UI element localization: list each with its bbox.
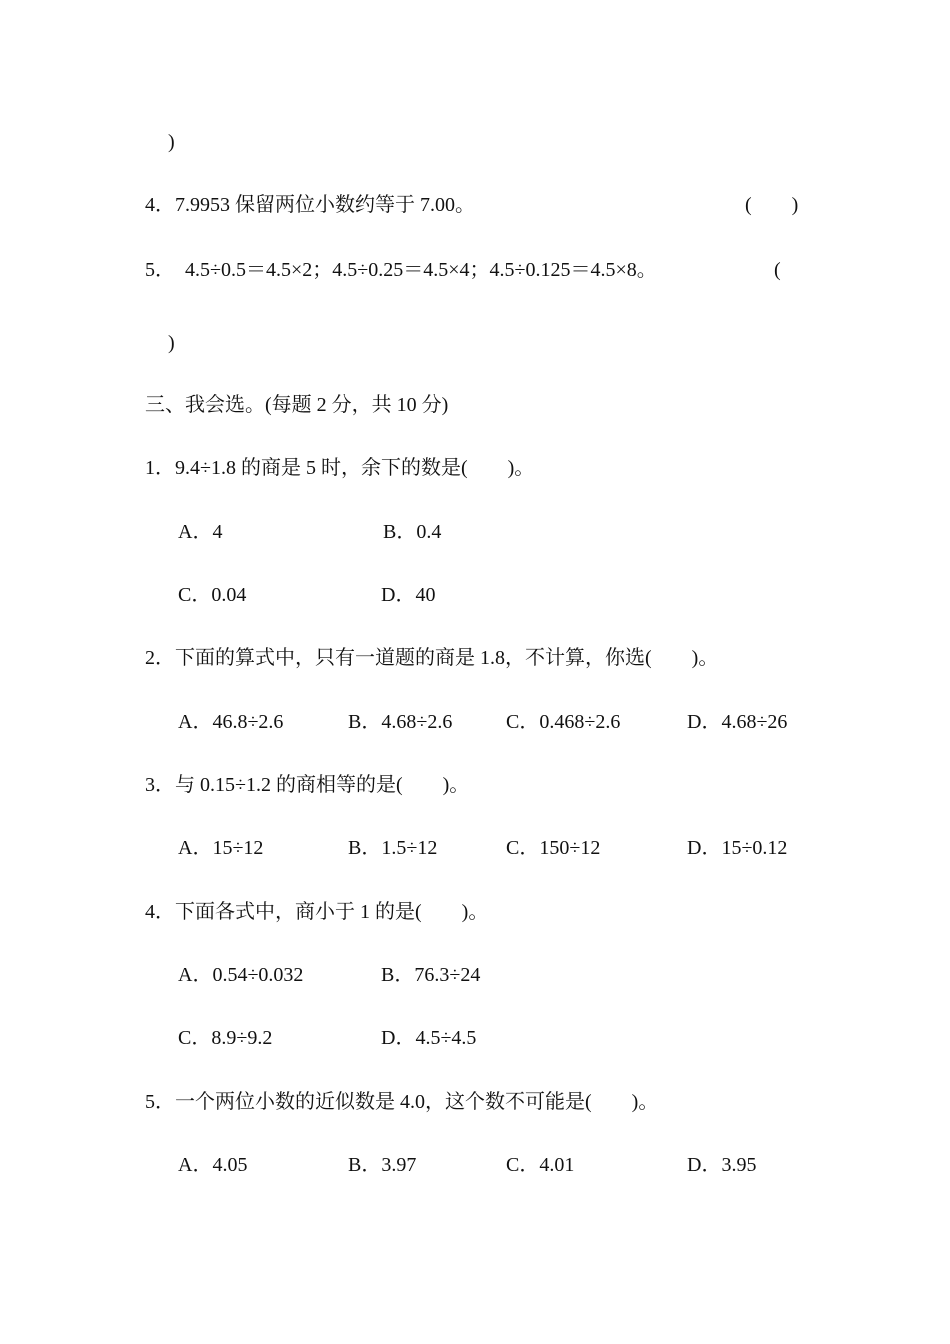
- judge-q4-text: 4．7.9953 保留两位小数约等于 7.00。: [145, 194, 475, 216]
- option-b[interactable]: B．0.4: [383, 521, 442, 543]
- option-b[interactable]: B．4.68÷2.6: [348, 711, 453, 733]
- option-a[interactable]: A．0.54÷0.032: [178, 964, 304, 986]
- option-c[interactable]: C．150÷12: [506, 837, 601, 859]
- option-d[interactable]: D．4.68÷26: [687, 711, 788, 733]
- option-a[interactable]: A．4: [178, 521, 223, 543]
- option-d[interactable]: D．3.95: [687, 1154, 757, 1176]
- option-a[interactable]: A．15÷12: [178, 837, 264, 859]
- judge-q4-answer-paren[interactable]: ( ): [745, 194, 799, 216]
- option-b[interactable]: B．3.97: [348, 1154, 417, 1176]
- option-d[interactable]: D．40: [381, 584, 436, 606]
- option-a[interactable]: A．4.05: [178, 1154, 248, 1176]
- question-stem: 4．下面各式中，商小于 1 的是( )。: [145, 901, 489, 923]
- prev-item-close-paren: ): [168, 131, 175, 153]
- judge-q5-text: 5． 4.5÷0.5＝4.5×2；4.5÷0.25＝4.5×4；4.5÷0.125＝4.5×8。: [145, 259, 657, 281]
- question-stem: 3．与 0.15÷1.2 的商相等的是( )。: [145, 774, 470, 796]
- question-stem: 1．9.4÷1.8 的商是 5 时，余下的数是( )。: [145, 457, 535, 479]
- option-a[interactable]: A．46.8÷2.6: [178, 711, 284, 733]
- option-c[interactable]: C．4.01: [506, 1154, 575, 1176]
- question-stem: 5．一个两位小数的近似数是 4.0，这个数不可能是( )。: [145, 1091, 659, 1113]
- option-d[interactable]: D．4.5÷4.5: [381, 1027, 477, 1049]
- judge-q5-close-paren: ): [168, 332, 175, 354]
- option-c[interactable]: C．0.04: [178, 584, 247, 606]
- section-heading: 三、我会选。(每题 2 分，共 10 分): [145, 394, 449, 416]
- question-stem: 2．下面的算式中，只有一道题的商是 1.8，不计算，你选( )。: [145, 647, 719, 669]
- option-b[interactable]: B．1.5÷12: [348, 837, 438, 859]
- option-c[interactable]: C．8.9÷9.2: [178, 1027, 273, 1049]
- judge-q5-open-paren[interactable]: (: [774, 259, 781, 281]
- option-b[interactable]: B．76.3÷24: [381, 964, 481, 986]
- option-c[interactable]: C．0.468÷2.6: [506, 711, 621, 733]
- option-d[interactable]: D．15÷0.12: [687, 837, 788, 859]
